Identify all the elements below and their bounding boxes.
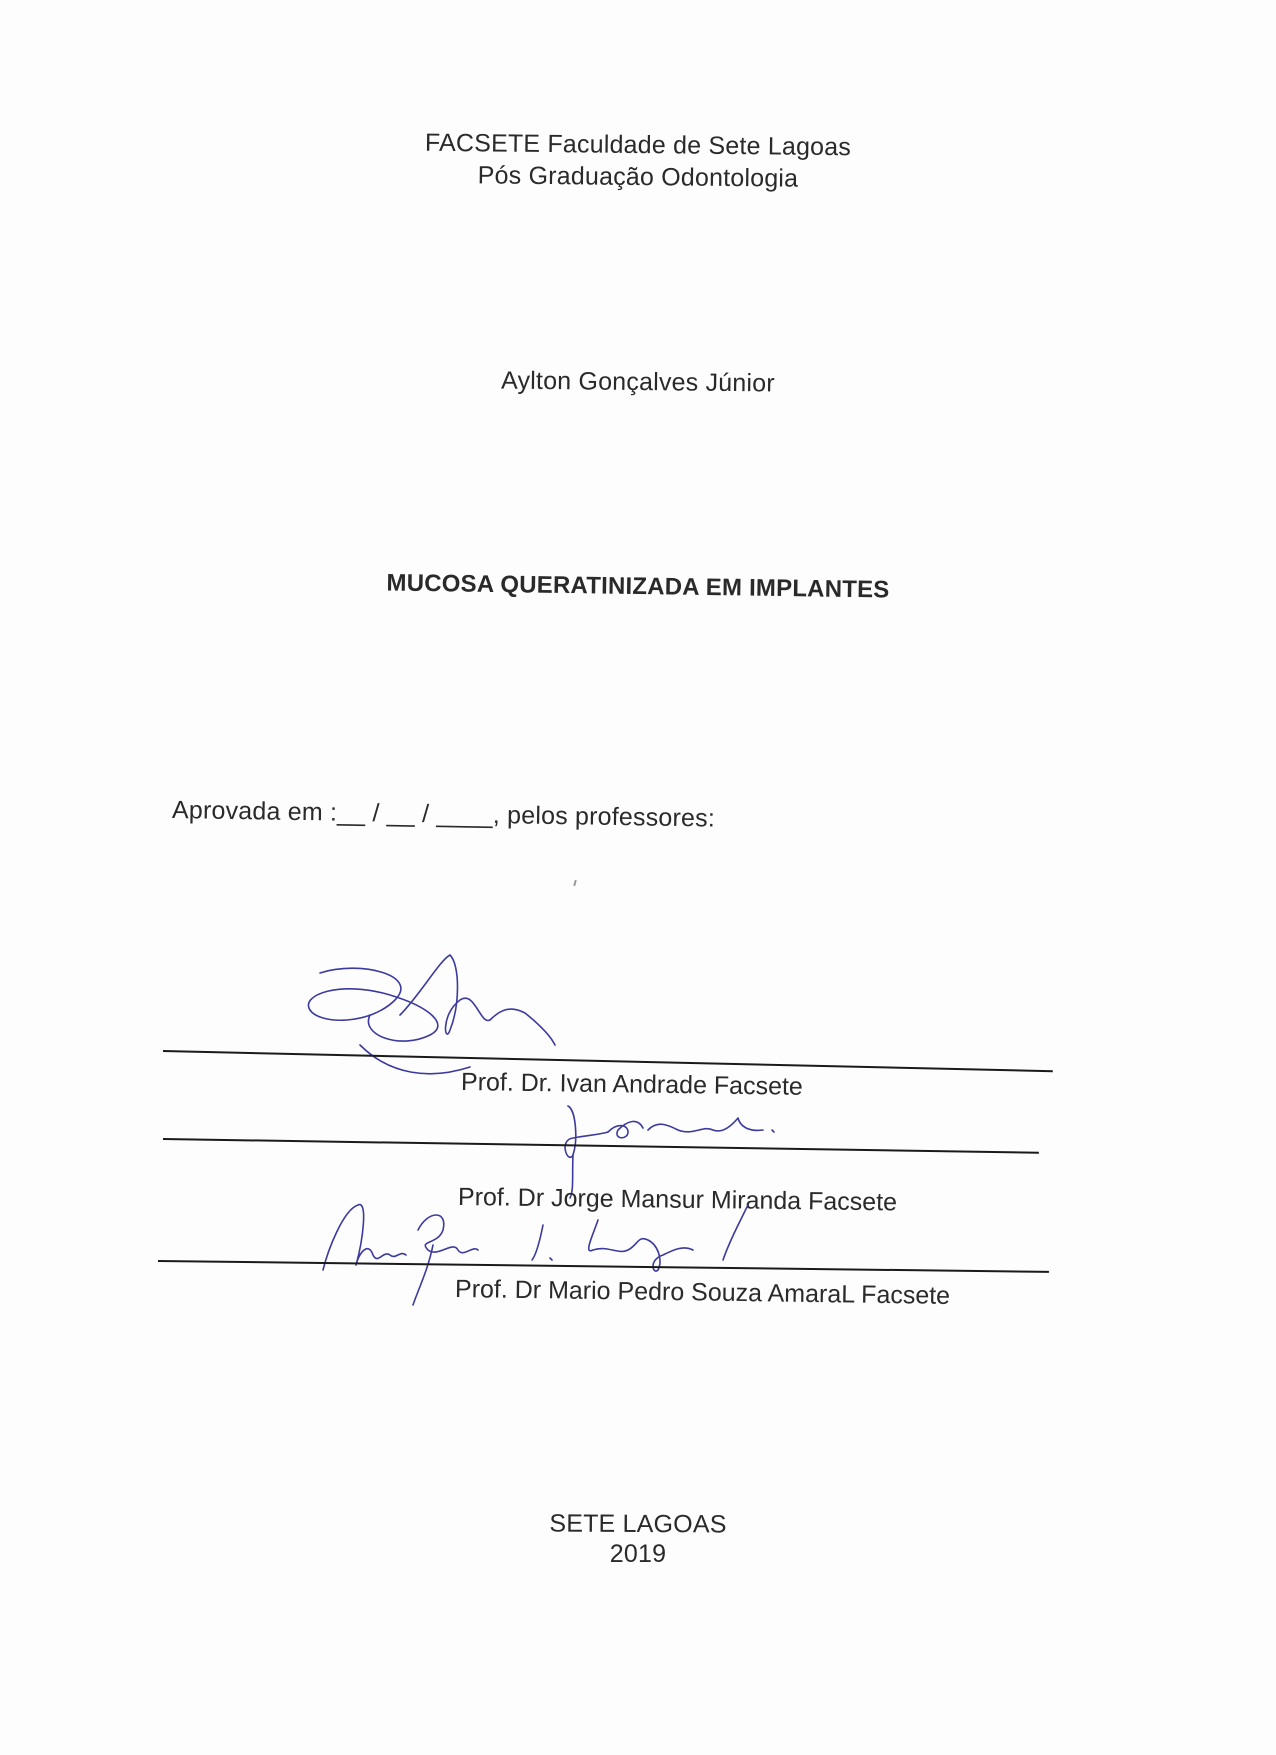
page-speck [573, 880, 576, 886]
program-name: Pós Graduação Odontologia [477, 161, 799, 193]
signature-line-1 [163, 1050, 1053, 1072]
document-title: MUCOSA QUERATINIZADA EM IMPLANTES [386, 569, 890, 604]
examiner-name-2: Prof. Dr Jorge Mansur Miranda Facsete [457, 1183, 898, 1217]
approval-statement: Aprovada em :__ / __ / ____, pelos professores: [171, 796, 716, 833]
publication-year: 2019 [609, 1540, 667, 1568]
signature-ivan-andrade [300, 955, 600, 1085]
author-name: Aylton Gonçalves Júnior [500, 366, 776, 398]
city-name: SETE LAGOAS [549, 1509, 727, 1539]
examiner-name-3: Prof. Dr Mario Pedro Souza AmaraL Facsete [454, 1275, 951, 1310]
examiner-name-1: Prof. Dr. Ivan Andrade Facsete [460, 1068, 804, 1101]
institution-name: FACSETE Faculdade de Sete Lagoas [424, 128, 852, 162]
